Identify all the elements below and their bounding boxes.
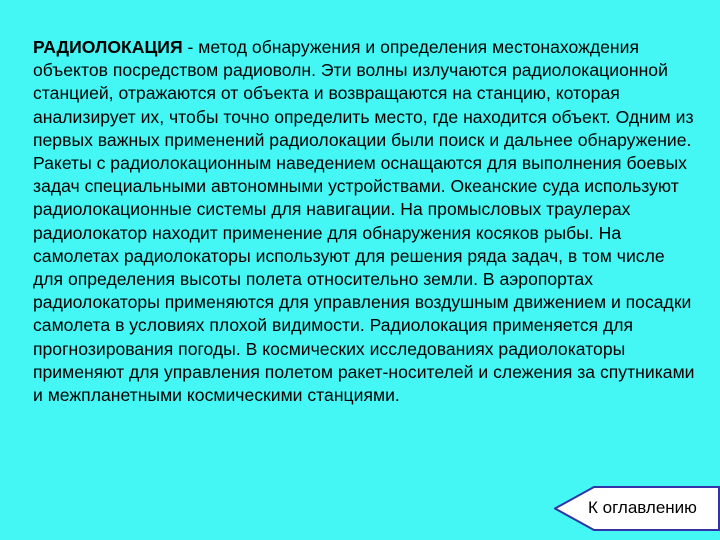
definition-term: РАДИОЛОКАЦИЯ [33, 37, 183, 57]
definition-text: - метод обнаружения и определения местонахождения объектов посредством радиоволн. Эти волны излучаются радиолокационной станцией, отражаются от объекта и возвращаются на станцию, которая анализирует их, чтобы точно определить место, где находится объект. Одним из первых важных применений радиолокации были поиск и дальнее обнаружение. Ракеты с радиолокационным наведением оснащаются для выполнения боевых задач специальными автономными устройствами. Океанские суда используют радиолокационные системы для навигации. На промысловых траулерах радиолокатор находит применение для обнаружения косяков рыбы. На самолетах радиолокаторы используют для решения ряда задач, в том числе для определения высоты полета относительно земли. В аэропортах радиолокаторы применяются для управления воздушным движением и посадки самолета в условиях плохой видимости. Радиолокация применяется для прогнозирования погоды. В космических исследованиях радиолокаторы применяют для управления полетом ракет-носителей и слежения за спутниками и межпланетными космическими станциями. [33, 37, 695, 406]
table-of-contents-label: К оглавлению [588, 498, 697, 517]
body-paragraph [33, 36, 695, 407]
table-of-contents-button[interactable] [554, 486, 720, 531]
